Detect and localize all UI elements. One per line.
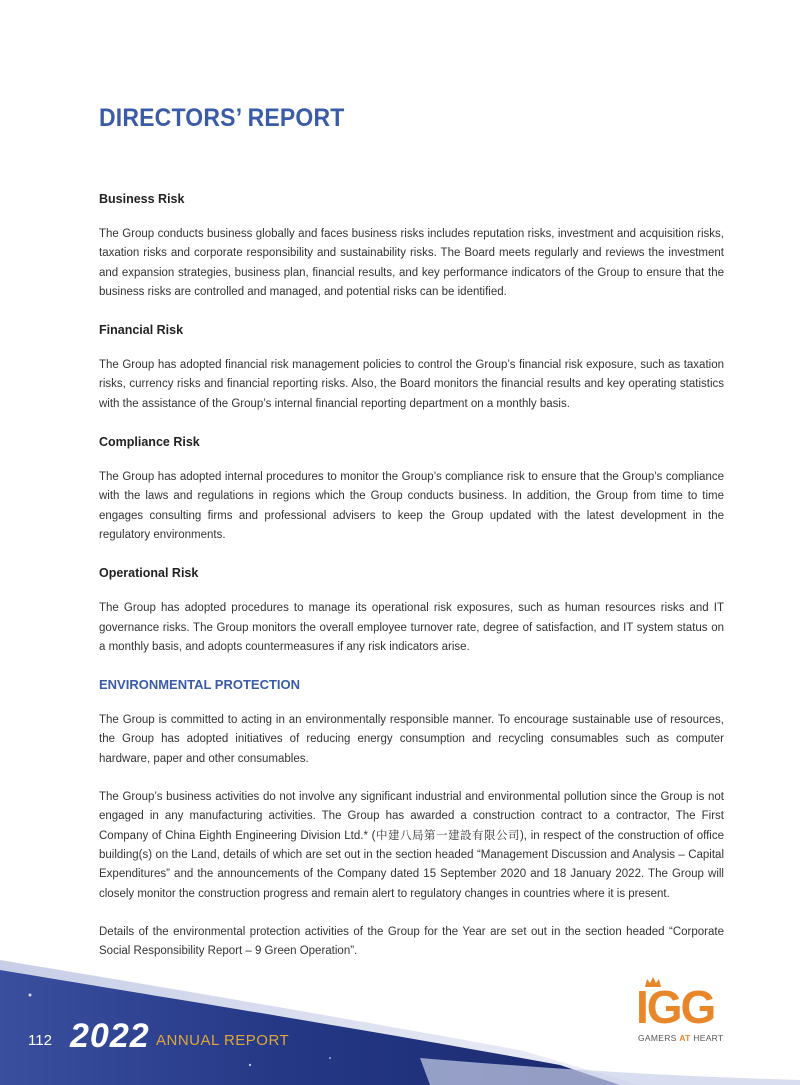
annual-report-label: ANNUAL REPORT [156, 1032, 290, 1049]
compliance-risk-paragraph: The Group has adopted internal procedures to monitor the Group’s compliance risk to ensure that the Group’s compliance with the laws and regulations in regions which the Group conducts business. In addition, the Group from time to time engages consulting firms and professional advisers to keep the Group updated with the latest development in the regulatory environments. [99, 471, 724, 541]
operational-risk-paragraph: The Group has adopted procedures to manage its operational risk exposures, such as human resources risks and IT governance risks. The Group monitors the overall employee turnover rate, degree of satisfaction, and IT system status on a monthly basis, and adopts countermeasures if any risk indicators arise. [99, 602, 724, 653]
compliance-risk-heading: Compliance Risk [99, 435, 200, 450]
environmental-paragraph-3: Details of the environmental protection activities of the Group for the Year are set out in the section headed “Corporate Social Responsibility Report – 9 Green Operation”. [99, 925, 724, 958]
igg-logo-text: IGG [636, 981, 715, 1033]
logo-tagline [638, 1033, 723, 1043]
tagline-post: HEART [690, 1033, 724, 1043]
financial-risk-paragraph: The Group has adopted financial risk management policies to control the Group’s financial risk exposure, such as taxation risks, currency risks and financial reporting risks. Also, the Board monitors the financial results and key operating statistics with the assistance of the Group’s internal financial reporting department on a monthly basis. [99, 359, 724, 410]
tagline-pre: GAMERS [638, 1033, 680, 1043]
igg-logo [636, 982, 744, 1042]
environmental-paragraph-1: The Group is committed to acting in an environmentally responsible manner. To encourage sustainable use of resources, the Group has adopted initiatives of reducing energy consumption and recycling consumables such as computer hardware, paper and other consumables. [99, 714, 724, 765]
environmental-protection-heading: ENVIRONMENTAL PROTECTION [99, 677, 301, 693]
environmental-paragraph-2: The Group’s business activities do not involve any significant industrial and environmental pollution since the Group is not engaged in any manufacturing activities. The Group has awarded a construction contract to a contractor, The First Company of China Eighth Engineering Division Ltd.* (中建八局第一建設有限公司), in respect of the construction of office building(s) on the Land, details of which are set out in the section headed “Management Discussion and Analysis – Capital Expenditures” and the announcements of the Company dated 15 September 2020 and 18 January 2022. The Group will closely monitor the construction progress and remain alert to regulatory changes in countries where it is present. [99, 791, 724, 900]
business-risk-paragraph: The Group conducts business globally and faces business risks includes reputation risks, investment and acquisition risks, taxation risks and corporate responsibility and sustainability risks. The Board meets regularly and reviews the investment and expansion strategies, business plan, financial results, and key performance indicators of the Group to ensure that the business risks are controlled and managed, and potential risks can be identified. [99, 228, 724, 298]
business-risk-heading: Business Risk [99, 192, 185, 206]
page-title: DIRECTORS’ REPORT [99, 104, 345, 132]
page-number: 112 [28, 1032, 52, 1049]
report-year: 2022 [70, 1017, 150, 1055]
financial-risk-heading: Financial Risk [99, 323, 184, 338]
report-body [99, 190, 724, 980]
operational-risk-heading: Operational Risk [99, 566, 199, 581]
tagline-at: AT [679, 1033, 691, 1043]
